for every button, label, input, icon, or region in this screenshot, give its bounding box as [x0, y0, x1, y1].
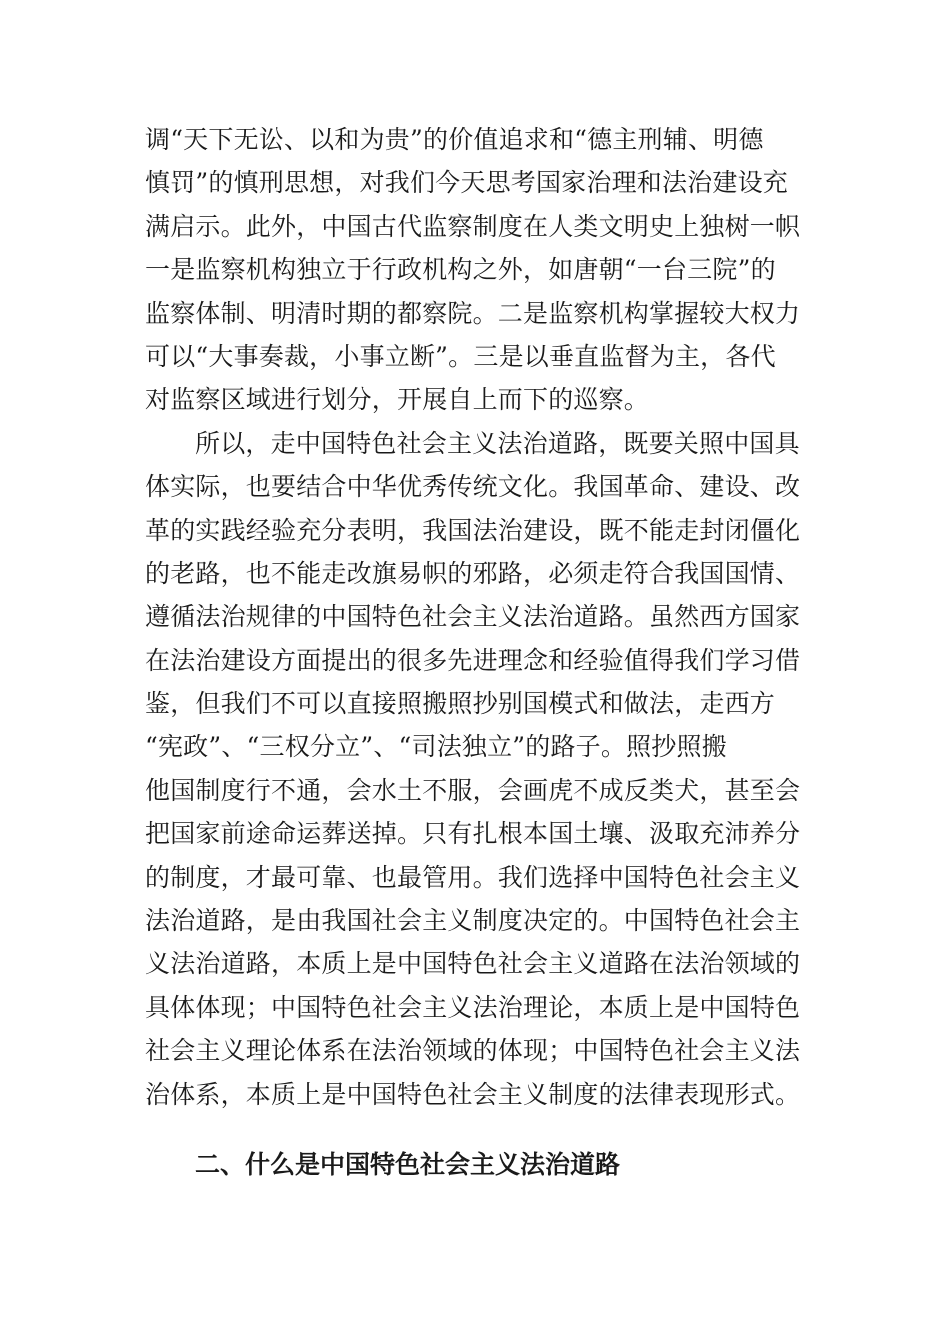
- text-line: 监察体制、明清时期的都察院。二是监察机构掌握较大权力: [145, 298, 801, 328]
- text-line: 的制度，才最可靠、也最管用。我们选择中国特色社会主义: [145, 862, 801, 892]
- text-line: 把国家前途命运葬送掉。只有扎根本国土壤、汲取充沛养分: [145, 819, 801, 849]
- text-line: 的老路，也不能走改旗易帜的邪路，必须走符合我国国情、: [145, 558, 801, 588]
- text-line: “宪政”、“三权分立”、“司法独立”的路子。照抄照搬: [145, 732, 727, 762]
- text-line: 体实际，也要结合中华优秀传统文化。我国革命、建设、改: [145, 472, 801, 502]
- text-line: 革的实践经验充分表明，我国法治建设，既不能走封闭僵化: [145, 515, 801, 545]
- text-line: 法治道路，是由我国社会主义制度决定的。中国特色社会主: [145, 906, 801, 936]
- text-line: 可以“大事奏裁，小事立断”。三是以垂直监督为主，各代: [145, 341, 776, 371]
- text-line: 调“天下无讼、以和为贵”的价值追求和“德主刑辅、明德: [145, 125, 764, 154]
- text-line: 遵循法治规律的中国特色社会主义法治道路。虽然西方国家: [145, 602, 801, 632]
- text-line: 在法治建设方面提出的很多先进理念和经验值得我们学习借: [145, 645, 801, 675]
- text-line: 社会主义理论体系在法治领域的体现；中国特色社会主义法: [145, 1036, 801, 1066]
- section-heading: 二、什么是中国特色社会主义法治道路: [195, 1150, 621, 1179]
- text-line: 他国制度行不通，会水土不服，会画虎不成反类犬，甚至会: [145, 775, 801, 805]
- text-line: 满启示。此外，中国古代监察制度在人类文明史上独树一帜: [145, 211, 801, 241]
- text-line: 鉴，但我们不可以直接照搬照抄别国模式和做法，走西方: [145, 689, 776, 719]
- text-line: 具体体现；中国特色社会主义法治理论，本质上是中国特色: [145, 992, 801, 1022]
- text-line: 慎罚”的慎刑思想，对我们今天思考国家治理和法治建设充: [145, 168, 788, 198]
- text-line: 对监察区域进行划分，开展自上而下的巡察。: [145, 385, 650, 415]
- text-line: 一是监察机构独立于行政机构之外，如唐朝“一台三院”的: [145, 255, 776, 285]
- body-text: [145, 118, 815, 1116]
- text-line: 义法治道路，本质上是中国特色社会主义道路在法治领域的: [145, 949, 801, 979]
- text-line: 治体系，本质上是中国特色社会主义制度的法律表现形式。: [145, 1079, 801, 1109]
- paragraph-start-line: 所以，走中国特色社会主义法治道路，既要关照中国具: [195, 428, 800, 458]
